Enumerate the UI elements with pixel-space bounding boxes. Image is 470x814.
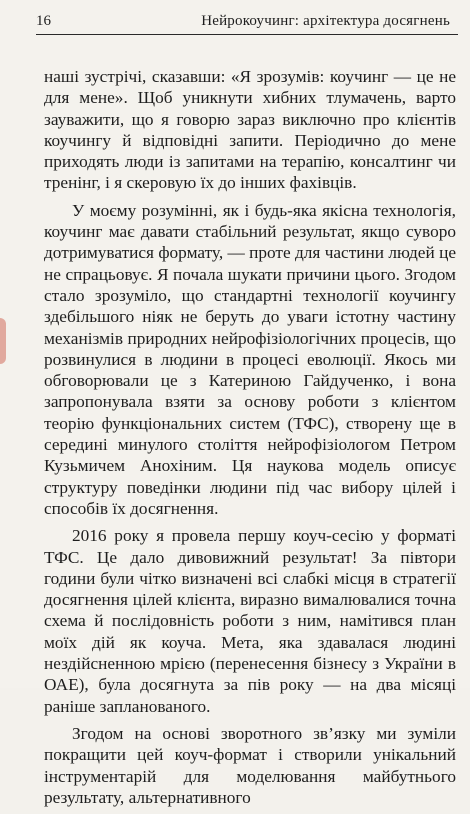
running-header [36,8,458,35]
page-number: 16 [36,13,51,29]
body-text [44,66,456,814]
page-edge-tab [0,318,6,364]
paragraph-continuation: наші зустрічі, сказавши: «Я зрозумів: коучинг — це не для мене». Щоб уникнути хибних тлумачень, варто зауважити, що я говорю зараз виключно про клієнтів коучингу й відповідні запити. Періодично до мене приходять люди із запитами на терапію, консалтинг чи тренінг, і я скеровую їх до інших фахівців. [44,67,456,193]
book-title: Нейрокоучинг: архітектура досягнень [201,13,450,29]
paragraph: 2016 року я провела першу коуч-сесію у форматі ТФС. Це дало дивовижний результат! За півтори години були чітко визначені всі слабкі місця в стратегії досягнення цілей клієнта, виразно вималювалися точна схема й послідовність роботи з ним, намітився план моїх дій як коуча. Мета, яка здавалася людині нездійсненною мрією (перенесення бізнесу з України в ОАЕ), була досягнута за пів року — на два місяці раніше запланованого. [44,526,456,716]
paragraph: У моєму розумінні, як і будь-яка якісна технологія, коучинг має давати стабільний результат, якщо суворо дотримуватися формату, — проте для частини людей це не спрацьовує. Я почала шукати причини цього. Згодом стало зрозуміло, що стандартні технології коучингу здебільшого ніяк не беруть до уваги істотну частину механізмів природних нейрофізіологічних процесів, що розвинулися в людини в процесі еволюції. Якось ми обговорювали це з Катериною Гайдученко, і вона запропонувала взяти за основу роботи з клієнтом теорію функціональних систем (ТФС), створену ще в середині минулого століття нейрофізіологом Петром Кузьмичем Анохіним. Ця наукова модель описує структуру поведінки людини під час вибору цілей і способів їх досягнення. [44,200,456,518]
paragraph: Згодом на основі зворотного зв’язку ми зуміли покращити цей коуч-формат і створили унікальний інструментарій для моделювання майбутнього результату, альтернативного [44,723,456,807]
